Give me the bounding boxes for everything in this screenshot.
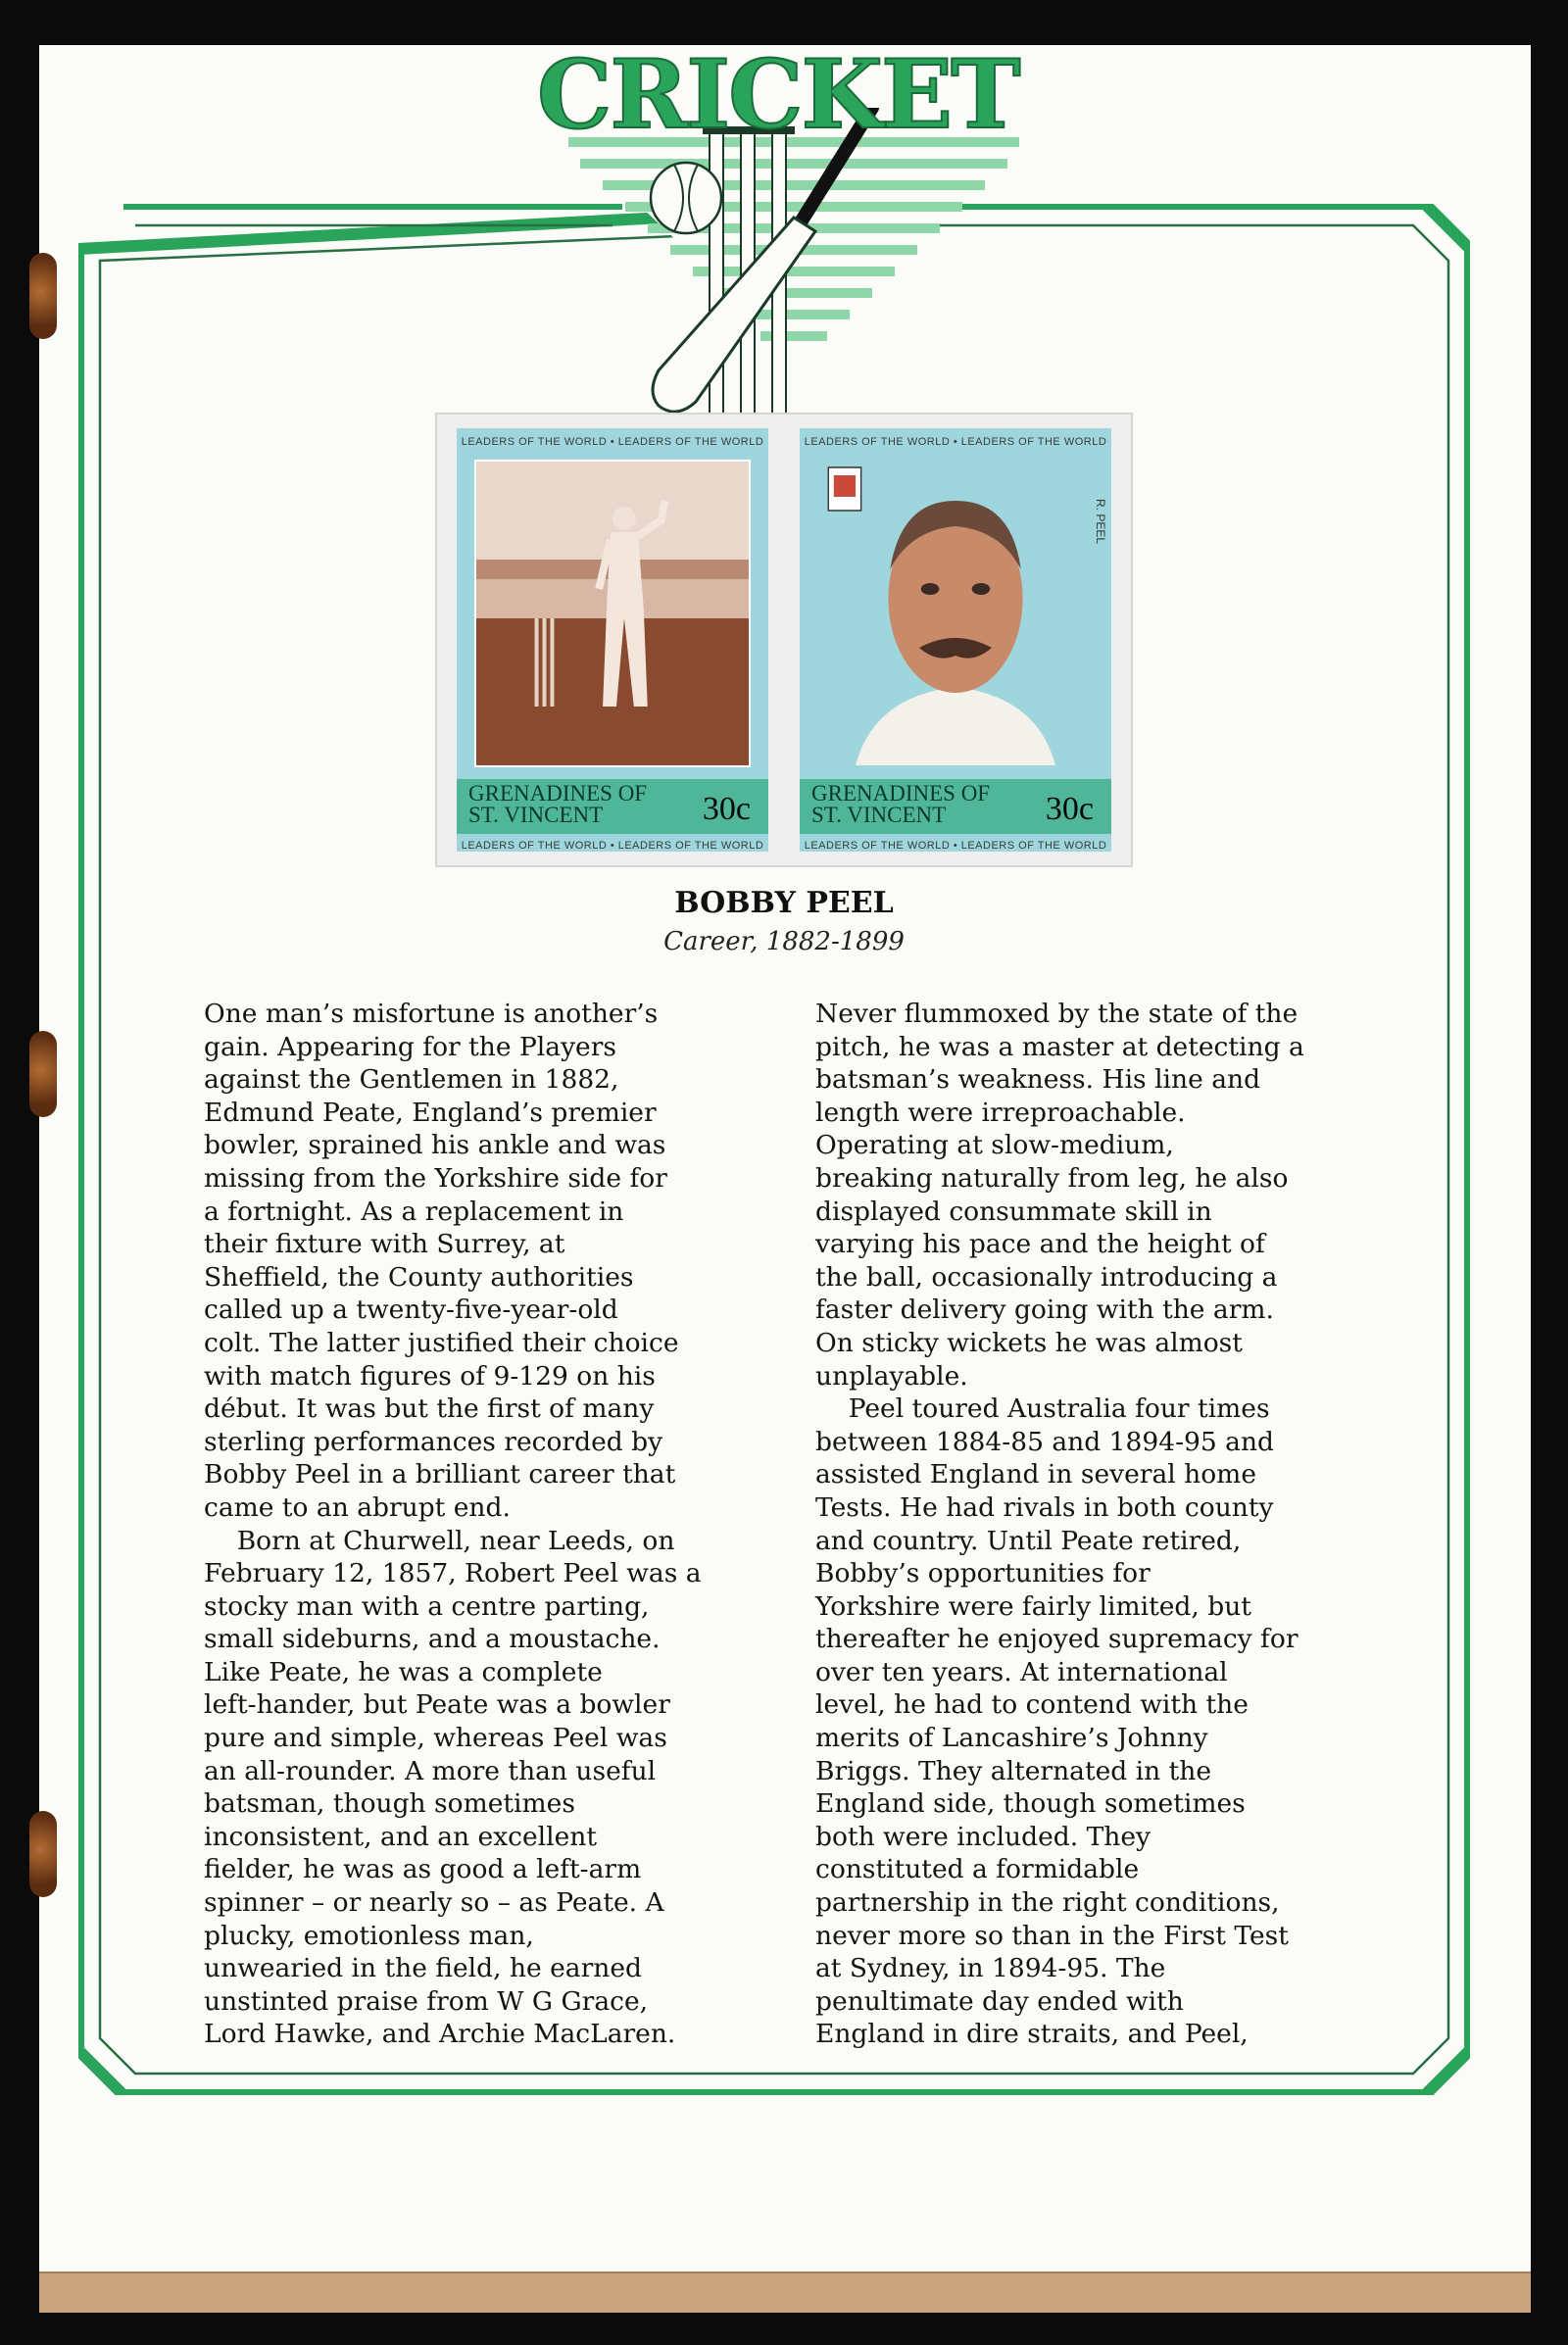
article-line: varying his pace and the height of xyxy=(815,1229,1265,1260)
article-line: batsman, though sometimes xyxy=(204,1788,575,1820)
stamp-player-name: R. PEEL xyxy=(1094,499,1107,545)
player-bowling-photo xyxy=(474,460,751,767)
stamp-country-line1: GRENADINES OF xyxy=(468,781,648,806)
article-line: Born at Churwell, near Leeds, on xyxy=(204,1525,675,1556)
article-line: début. It was but the first of many xyxy=(204,1393,655,1425)
stamp-country xyxy=(811,783,990,826)
page-bottom-edge xyxy=(39,2272,1531,2313)
article-line: length were irreproachable. xyxy=(815,1097,1186,1128)
article-line: both were included. They xyxy=(815,1821,1151,1852)
article-line: Bobby’s opportunities for xyxy=(815,1558,1151,1589)
article-line: over ten years. At international xyxy=(815,1656,1228,1687)
article-line: England side, though sometimes xyxy=(815,1788,1246,1820)
stamp-bottom-band: LEADERS OF THE WORLD • LEADERS OF THE WORLD xyxy=(804,840,1107,852)
stamp-bottom-band: LEADERS OF THE WORLD • LEADERS OF THE WORLD xyxy=(461,840,764,852)
article-line: On sticky wickets he was almost xyxy=(815,1327,1243,1358)
article-line: merits of Lancashire’s Johnny xyxy=(815,1723,1208,1754)
article-line: batsman’s weakness. His line and xyxy=(815,1064,1261,1096)
article-line: assisted England in several home xyxy=(815,1459,1256,1490)
article-line: level, he had to contend with the xyxy=(815,1689,1249,1721)
article-line: Lord Hawke, and Archie MacLaren. xyxy=(204,2019,676,2050)
article-line: between 1884-85 and 1894-95 and xyxy=(815,1426,1274,1457)
article-line: colt. The latter justified their choice xyxy=(204,1327,679,1358)
binder-hole-top xyxy=(29,253,57,339)
article-line: constituted a formidable xyxy=(815,1854,1140,1885)
article-line: at Sydney, in 1894-95. The xyxy=(815,1953,1166,1984)
stamp-country-line2: ST. VINCENT xyxy=(811,803,947,827)
cricket-emblem xyxy=(549,108,1039,441)
caption-subtitle: Career, 1882-1899 xyxy=(663,927,905,956)
article-line: Peel toured Australia four times xyxy=(815,1393,1270,1425)
article-line: small sideburns, and a moustache. xyxy=(204,1624,661,1655)
stamp-top-band: LEADERS OF THE WORLD • LEADERS OF THE WORLD xyxy=(804,436,1107,448)
article-line: Sheffield, the County authorities xyxy=(204,1261,634,1293)
article-line: One man’s misfortune is another’s xyxy=(204,999,659,1029)
article-right-column xyxy=(815,998,1304,2051)
caption-title: BOBBY PEEL xyxy=(674,886,894,920)
article-line: England in dire straits, and Peel, xyxy=(815,2019,1249,2050)
stamp-right xyxy=(788,415,1123,865)
article-line: Yorkshire were fairly limited, but xyxy=(815,1590,1251,1622)
article-line: Like Peate, he was a complete xyxy=(204,1656,603,1687)
article-line: Operating at slow-medium, xyxy=(815,1130,1174,1161)
page-title: CRICKET xyxy=(537,39,1019,150)
binder-hole-bottom xyxy=(29,1811,57,1897)
stamp-country-line2: ST. VINCENT xyxy=(468,803,604,827)
stamp-top-band: LEADERS OF THE WORLD • LEADERS OF THE WORLD xyxy=(461,436,764,448)
article-line: the ball, occasionally introducing a xyxy=(815,1261,1278,1293)
stamp-value: 30c xyxy=(1045,791,1094,827)
article-line: February 12, 1857, Robert Peel was a xyxy=(204,1558,702,1589)
article-line: stocky man with a centre parting, xyxy=(204,1590,650,1622)
article-line: their fixture with Surrey, at xyxy=(204,1229,565,1260)
article-line: spinner – or nearly so – as Peate. A xyxy=(204,1887,664,1919)
player-portrait xyxy=(817,460,1094,767)
article-line: fielder, he was as good a left-arm xyxy=(204,1854,642,1885)
article-line: sterling performances recorded by xyxy=(204,1426,663,1457)
article-line: Bobby Peel in a brilliant career that xyxy=(204,1459,676,1490)
article-line: penultimate day ended with xyxy=(815,1985,1184,2017)
article-line: unwearied in the field, he earned xyxy=(204,1953,642,1984)
stamp-left-body xyxy=(457,428,768,852)
article-line: pitch, he was a master at detecting a xyxy=(815,1031,1304,1062)
article-line: displayed consummate skill in xyxy=(815,1196,1212,1227)
article-line: missing from the Yorkshire side for xyxy=(204,1162,667,1194)
article-line: bowler, sprained his ankle and was xyxy=(204,1130,666,1161)
article-line: came to an abrupt end. xyxy=(204,1491,511,1523)
stamp-country-line1: GRENADINES OF xyxy=(811,781,991,806)
article-line: Briggs. They alternated in the xyxy=(815,1755,1212,1786)
stamp-value: 30c xyxy=(702,791,751,827)
article-line: plucky, emotionless man, xyxy=(204,1920,534,1951)
article-line: unplayable. xyxy=(815,1360,968,1392)
article-line: called up a twenty-five-year-old xyxy=(204,1295,618,1326)
article-line: gain. Appearing for the Players xyxy=(204,1031,616,1062)
article-line: Edmund Peate, England’s premier xyxy=(204,1097,657,1128)
cricket-ball-icon xyxy=(651,163,721,233)
article-line: pure and simple, whereas Peel was xyxy=(204,1723,667,1754)
article-line: breaking naturally from leg, he also xyxy=(815,1162,1289,1194)
article-line: unstinted praise from W G Grace, xyxy=(204,1985,649,2017)
article-line: never more so than in the First Test xyxy=(815,1920,1289,1951)
article-line: Never flummoxed by the state of the xyxy=(815,999,1298,1029)
article-line: inconsistent, and an excellent xyxy=(204,1821,598,1852)
article-line: partnership in the right conditions, xyxy=(815,1887,1280,1919)
article-line: left-hander, but Peate was a bowler xyxy=(204,1689,670,1721)
stamp-pair xyxy=(437,415,1131,865)
binder-hole-middle xyxy=(29,1031,57,1117)
stamp-country xyxy=(468,783,647,826)
article-line: with match figures of 9-129 on his xyxy=(204,1360,656,1392)
crest-icon xyxy=(828,467,860,511)
article-line: an all-rounder. A more than useful xyxy=(204,1755,657,1786)
article-line: a fortnight. As a replacement in xyxy=(204,1196,624,1227)
stamp-right-body xyxy=(800,428,1111,852)
stamp-left xyxy=(445,415,780,865)
article-line: and country. Until Peate retired, xyxy=(815,1525,1242,1556)
article-line: against the Gentlemen in 1882, xyxy=(204,1064,619,1096)
article-left-column xyxy=(204,998,702,2051)
article-line: faster delivery going with the arm. xyxy=(815,1295,1274,1326)
article-line: Tests. He had rivals in both county xyxy=(815,1491,1274,1523)
article-line: thereafter he enjoyed supremacy for xyxy=(815,1624,1298,1655)
